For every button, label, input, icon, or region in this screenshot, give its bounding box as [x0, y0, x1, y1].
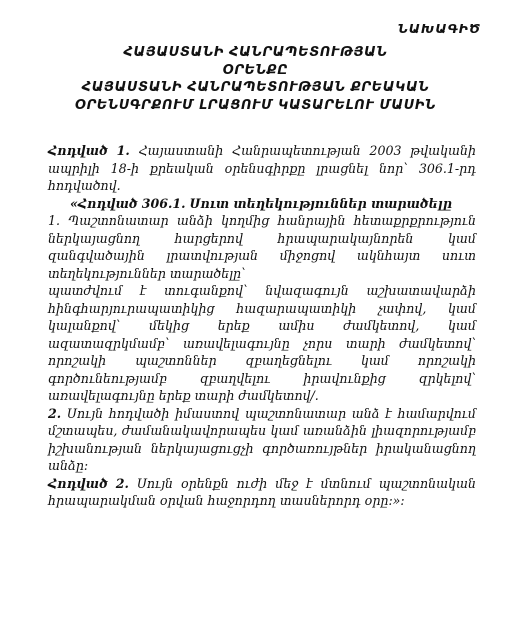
new-article-number: 306.1. [141, 195, 186, 211]
part-2 [48, 405, 476, 475]
article-1-label: Հոդված [48, 143, 108, 158]
article-2-text: Սույն օրենքն ուժի մեջ է մտնում պաշտոնական հրապարակման օրվան հաջորդող տասներորդ օրը:»: [48, 475, 476, 508]
article-2 [48, 475, 476, 510]
draft-label: ՆԱԽԱԳԻԾ [397, 21, 481, 36]
part-2-text: Սույն հոդվածի իմաստով պաշտոնատար անձ է համարվում մշտապես, ժամանակավորապես կամ առանձին լիազորությամբ իշխանության ներկայացուցչի գործառույթներ իրականացնող անձը: [48, 405, 477, 473]
article-1-text: Հայաստանի Հանրապետության 2003 թվականի ապրիլի 18-ի քրեական օրենսգիրքը լրացնել նոր՝ 306.1-րդ հոդվածով. [48, 143, 476, 193]
new-article-label: «Հոդված [70, 195, 138, 211]
part-1-number: 1. [48, 213, 61, 228]
new-article-heading [48, 195, 476, 213]
part-1 [48, 212, 476, 282]
title-line-1: ՀԱՅԱՍՏԱՆԻ ՀԱՆՐԱՊԵՏՈՒԹՅԱՆ [123, 45, 388, 60]
title-line-4: ՕՐԵՆՍԳՐՔՈՒՄ ԼՐԱՑՈՒՄ ԿԱՏԱՐԵԼՈՒ ՄԱՍԻՆ [74, 97, 437, 113]
document-body [48, 142, 476, 510]
part-1-penalty-text: պատժվում է տուգանքով՝ նվազագույն աշխատավարձի հինգհարյուրապատիկից հազարապատիկի չափով, կամ կալանքով՝ մեկից երեք ամիս ժամկետով, կամ ազատազրկմամբ՝ առավելագույնը չորս տարի ժամկետով՝ որոշակի պաշտոններ զբաղեցնելու կամ որոշակի գործունեությամբ զբաղվելու իրավունքից զրկելով՝ առավելագույնը երեք տարի ժամկետով/. [48, 283, 476, 403]
new-article-title: Սուտ տեղեկություններ տարածելը [189, 195, 453, 211]
title-line-3: ՀԱՅԱՍՏԱՆԻ ՀԱՆՐԱՊԵՏՈՒԹՅԱՆ ՔՐԵԱԿԱՆ [81, 80, 430, 95]
part-2-number: 2. [48, 405, 62, 421]
article-2-number: 2. [115, 475, 129, 491]
article-1 [48, 142, 476, 195]
article-1-number: 1. [116, 143, 130, 158]
document-title [0, 44, 511, 114]
article-2-label: Հոդված [48, 475, 108, 491]
part-1-penalty [48, 282, 476, 405]
part-1-text: Պաշտոնատար անձի կողմից հանրային հետաքրքրություն ներկայացնող հարցերով հրապարակայնորեն կամ զանգվածային լրատվության միջոցով ակնհայտ սուտ տեղեկություններ տարածելը՝ [48, 213, 476, 281]
title-line-2: ՕՐԵՆՔԸ [222, 62, 289, 78]
